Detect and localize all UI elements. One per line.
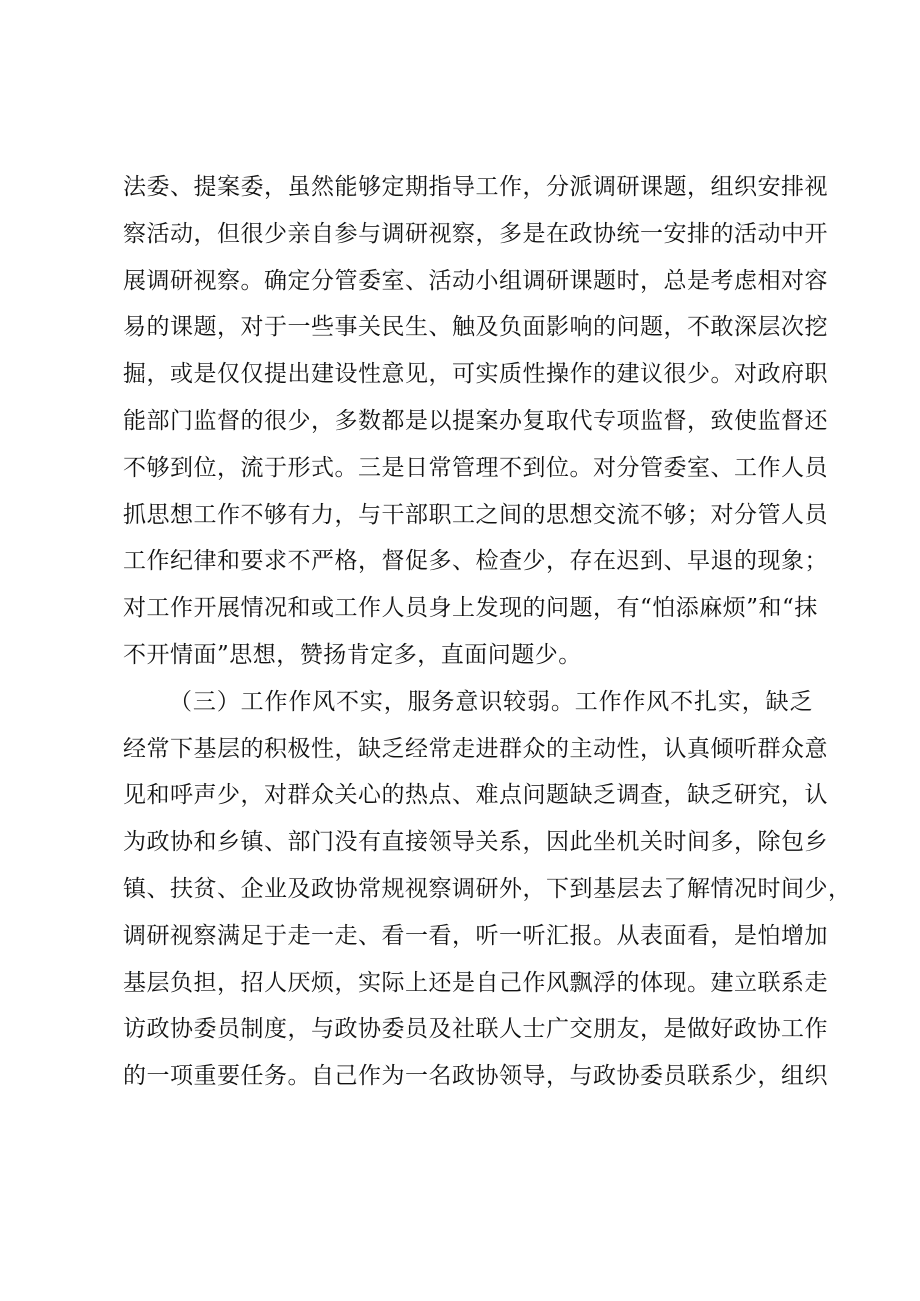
text-line: 镇、扶贫、企业及政协常规视察调研外，下到基层去了解情况时间少， bbox=[123, 875, 852, 902]
text-line: 工作纪律和要求不严格，督促多、检查少，存在迟到、早退的现象； bbox=[123, 548, 828, 575]
paragraph-1 bbox=[123, 164, 828, 679]
text-line: 调研视察满足于走一走、看一看，听一听汇报。从表面看，是怕增加 bbox=[123, 922, 828, 949]
text-line: 的一项重要任务。自己作为一名政协领导，与政协委员联系少，组织 bbox=[123, 1063, 828, 1090]
text-line: 为政协和乡镇、部门没有直接领导关系，因此坐机关时间多，除包乡 bbox=[123, 829, 828, 856]
paragraph-2 bbox=[123, 679, 852, 1100]
text-line: 基层负担，招人厌烦，实际上还是自己作风飘浮的体现。建立联系走 bbox=[123, 969, 828, 996]
text-line: 掘，或是仅仅提出建设性意见，可实质性操作的建议很少。对政府职 bbox=[123, 361, 828, 388]
text-line: 不够到位，流于形式。三是日常管理不到位。对分管委室、工作人员 bbox=[123, 454, 828, 481]
document-body bbox=[123, 164, 852, 1100]
section-heading-line: （三）工作作风不实，服务意识较弱。工作作风不扎实，缺乏 bbox=[169, 688, 813, 715]
text-line: 易的课题，对于一些事关民生、触及负面影响的问题，不敢深层次挖 bbox=[123, 314, 828, 341]
text-line: 对工作开展情况和或工作人员身上发现的问题，有“怕添麻烦”和“抹 bbox=[123, 595, 818, 622]
text-line: 抓思想工作不够有力，与干部职工之间的思想交流不够；对分管人员 bbox=[123, 501, 828, 528]
text-line: 见和呼声少，对群众关心的热点、难点问题缺乏调查，缺乏研究，认 bbox=[123, 782, 828, 809]
text-line: 经常下基层的积极性，缺乏经常走进群众的主动性，认真倾听群众意 bbox=[123, 735, 828, 762]
text-line: 能部门监督的很少，多数都是以提案办复取代专项监督，致使监督还 bbox=[123, 407, 828, 434]
text-line: 法委、提案委，虽然能够定期指导工作，分派调研课题，组织安排视 bbox=[123, 174, 828, 200]
text-line: 察活动，但很少亲自参与调研视察，多是在政协统一安排的活动中开 bbox=[123, 220, 828, 247]
text-line: 访政协委员制度，与政协委员及社联人士广交朋友，是做好政协工作 bbox=[123, 1016, 828, 1043]
text-line: 展调研视察。确定分管委室、活动小组调研课题时，总是考虑相对容 bbox=[123, 267, 828, 294]
text-line: 不开情面”思想，赞扬肯定多，直面问题少。 bbox=[123, 641, 582, 668]
